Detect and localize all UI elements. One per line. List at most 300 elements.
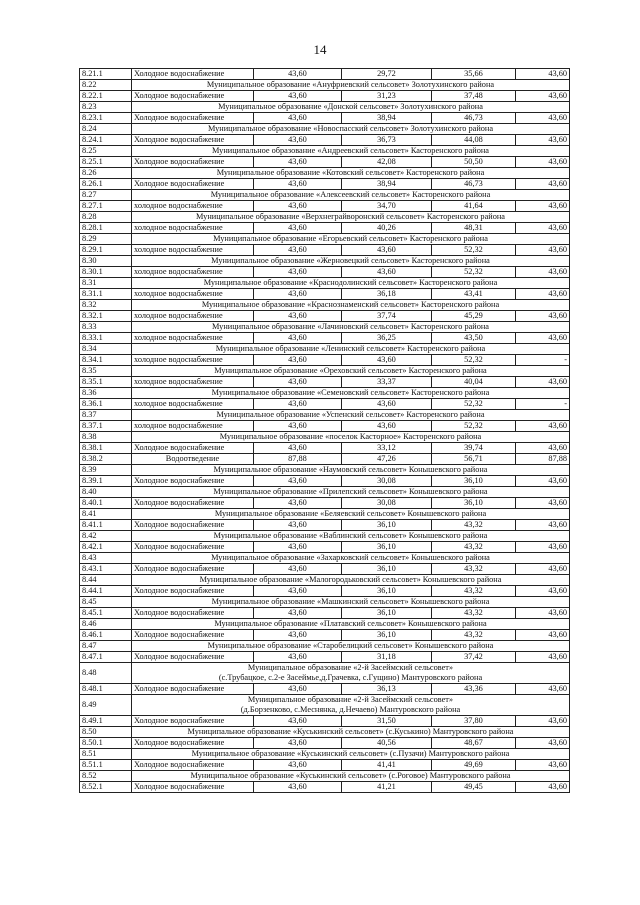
tariff-value-3: 46,73 bbox=[432, 179, 516, 190]
row-number: 8.28 bbox=[80, 212, 132, 223]
municipality-name: Муниципальное образование «Ваблинский сельсовет» Конышевского района bbox=[132, 531, 570, 542]
row-number: 8.45.1 bbox=[80, 608, 132, 619]
tariff-row bbox=[80, 223, 570, 234]
service-name: Холодное водоснабжение bbox=[132, 91, 254, 102]
tariff-row bbox=[80, 652, 570, 663]
tariff-row bbox=[80, 520, 570, 531]
service-name: Холодное водоснабжение bbox=[132, 608, 254, 619]
tariff-row bbox=[80, 245, 570, 256]
row-number: 8.27 bbox=[80, 190, 132, 201]
municipality-name-line: (с.Трубацкое, с.2-е Засеймье,д.Грачевка, с.Гущино) Мантуровского района bbox=[218, 673, 483, 682]
municipality-header-row bbox=[80, 256, 570, 267]
row-number: 8.31.1 bbox=[80, 289, 132, 300]
tariff-value-2: 36,10 bbox=[342, 608, 432, 619]
tariff-value-1: 43,60 bbox=[254, 69, 342, 80]
tariff-value-2: 43,60 bbox=[342, 355, 432, 366]
row-number: 8.52 bbox=[80, 771, 132, 782]
row-number: 8.35 bbox=[80, 366, 132, 377]
row-number: 8.40.1 bbox=[80, 498, 132, 509]
municipality-header-row bbox=[80, 575, 570, 586]
municipality-name: Муниципальное образование «Малогородьковский сельсовет» Конышевского района bbox=[132, 575, 570, 586]
tariff-row bbox=[80, 542, 570, 553]
row-number: 8.39 bbox=[80, 465, 132, 476]
tariff-value-3: 48,67 bbox=[432, 738, 516, 749]
row-number: 8.30.1 bbox=[80, 267, 132, 278]
municipality-name-line: Муниципальное образование «2-й Засеймский сельсовет» bbox=[247, 663, 454, 672]
tariff-value-1: 43,60 bbox=[254, 113, 342, 124]
row-number: 8.22.1 bbox=[80, 91, 132, 102]
municipality-header-row bbox=[80, 212, 570, 223]
tariff-value-3: 43,32 bbox=[432, 608, 516, 619]
tariff-value-2: 36,10 bbox=[342, 630, 432, 641]
tariff-value-1: 43,60 bbox=[254, 355, 342, 366]
tariff-value-3: 39,74 bbox=[432, 443, 516, 454]
tariff-row bbox=[80, 113, 570, 124]
row-number: 8.51 bbox=[80, 749, 132, 760]
tariff-row bbox=[80, 608, 570, 619]
tariff-value-1: 43,60 bbox=[254, 498, 342, 509]
tariff-value-4: 43,60 bbox=[516, 113, 570, 124]
row-number: 8.41 bbox=[80, 509, 132, 520]
tariff-row bbox=[80, 377, 570, 388]
row-number: 8.47.1 bbox=[80, 652, 132, 663]
row-number: 8.49.1 bbox=[80, 716, 132, 727]
row-number: 8.48.1 bbox=[80, 684, 132, 695]
row-number: 8.29.1 bbox=[80, 245, 132, 256]
tariff-value-1: 43,60 bbox=[254, 333, 342, 344]
tariff-value-3: 37,80 bbox=[432, 716, 516, 727]
municipality-name: Муниципальное образование «Жерновецкий сельсовет» Касторенского района bbox=[132, 256, 570, 267]
tariff-value-3: 40,04 bbox=[432, 377, 516, 388]
municipality-header-row bbox=[80, 410, 570, 421]
row-number: 8.44 bbox=[80, 575, 132, 586]
municipality-header-row bbox=[80, 663, 570, 684]
tariff-row bbox=[80, 355, 570, 366]
municipality-name: Муниципальное образование «поселок Касторное» Касторенского района bbox=[132, 432, 570, 443]
tariff-value-4: 87,88 bbox=[516, 454, 570, 465]
tariff-value-4: 43,60 bbox=[516, 760, 570, 771]
municipality-header-row bbox=[80, 487, 570, 498]
municipality-name-line: (д.Борзенково, с.Меснянка, д.Нечаево) Мантуровского района bbox=[240, 705, 461, 714]
tariff-value-1: 43,60 bbox=[254, 520, 342, 531]
municipality-name: Муниципальное образование «Донской сельсовет» Золотухинского района bbox=[132, 102, 570, 113]
tariff-value-1: 43,60 bbox=[254, 652, 342, 663]
municipality-name: Муниципальное образование «Беляевский сельсовет» Конышевского района bbox=[132, 509, 570, 520]
municipality-header-row bbox=[80, 300, 570, 311]
row-number: 8.25.1 bbox=[80, 157, 132, 168]
tariff-value-2: 33,12 bbox=[342, 443, 432, 454]
row-number: 8.36.1 bbox=[80, 399, 132, 410]
municipality-header-row bbox=[80, 124, 570, 135]
row-number: 8.33 bbox=[80, 322, 132, 333]
tariff-value-3: 35,66 bbox=[432, 69, 516, 80]
tariff-value-2: 31,50 bbox=[342, 716, 432, 727]
municipality-header-row bbox=[80, 553, 570, 564]
municipality-header-row bbox=[80, 531, 570, 542]
tariff-row bbox=[80, 782, 570, 793]
municipality-header-row bbox=[80, 366, 570, 377]
tariff-value-1: 43,60 bbox=[254, 135, 342, 146]
tariff-value-1: 87,88 bbox=[254, 454, 342, 465]
tariff-value-3: 44,08 bbox=[432, 135, 516, 146]
service-name: холодное водоснабжение bbox=[132, 245, 254, 256]
tariff-table-body bbox=[80, 69, 570, 793]
tariff-row bbox=[80, 684, 570, 695]
municipality-name bbox=[132, 663, 570, 684]
tariff-value-1: 43,60 bbox=[254, 476, 342, 487]
service-name: холодное водоснабжение bbox=[132, 311, 254, 322]
row-number: 8.35.1 bbox=[80, 377, 132, 388]
municipality-name: Муниципальное образование «Прилепский сельсовет» Конышевского района bbox=[132, 487, 570, 498]
tariff-value-3: 36,10 bbox=[432, 476, 516, 487]
municipality-header-row bbox=[80, 509, 570, 520]
row-number: 8.31 bbox=[80, 278, 132, 289]
municipality-name: Муниципальное образование «Ленинский сельсовет» Касторенского района bbox=[132, 344, 570, 355]
tariff-value-4: - bbox=[516, 399, 570, 410]
tariff-value-2: 31,18 bbox=[342, 652, 432, 663]
tariff-value-1: 43,60 bbox=[254, 421, 342, 432]
municipality-header-row bbox=[80, 190, 570, 201]
service-name: Холодное водоснабжение bbox=[132, 760, 254, 771]
tariff-value-3: 43,32 bbox=[432, 520, 516, 531]
tariff-value-4: 43,60 bbox=[516, 69, 570, 80]
municipality-name: Муниципальное образование «Куськинский сельсовет» (с.Куськино) Мантуровского района bbox=[132, 727, 570, 738]
row-number: 8.48 bbox=[80, 663, 132, 684]
tariff-value-4: 43,60 bbox=[516, 245, 570, 256]
tariff-row bbox=[80, 69, 570, 80]
tariff-value-1: 43,60 bbox=[254, 201, 342, 212]
tariff-value-3: 52,32 bbox=[432, 355, 516, 366]
tariff-value-4: 43,60 bbox=[516, 716, 570, 727]
municipality-name: Муниципальное образование «Машкинский сельсовет» Конышевского района bbox=[132, 597, 570, 608]
row-number: 8.46 bbox=[80, 619, 132, 630]
service-name: Холодное водоснабжение bbox=[132, 113, 254, 124]
service-name: холодное водоснабжение bbox=[132, 289, 254, 300]
municipality-header-row bbox=[80, 278, 570, 289]
tariff-value-2: 43,60 bbox=[342, 399, 432, 410]
service-name: Холодное водоснабжение bbox=[132, 520, 254, 531]
tariff-value-4: 43,60 bbox=[516, 179, 570, 190]
row-number: 8.28.1 bbox=[80, 223, 132, 234]
row-number: 8.50.1 bbox=[80, 738, 132, 749]
tariff-value-3: 49,69 bbox=[432, 760, 516, 771]
tariff-row bbox=[80, 476, 570, 487]
tariff-value-1: 43,60 bbox=[254, 542, 342, 553]
tariff-value-4: 43,60 bbox=[516, 267, 570, 278]
row-number: 8.40 bbox=[80, 487, 132, 498]
tariff-value-4: 43,60 bbox=[516, 311, 570, 322]
tariff-value-4: 43,60 bbox=[516, 476, 570, 487]
tariff-value-4: 43,60 bbox=[516, 564, 570, 575]
service-name: Водоотведение bbox=[132, 454, 254, 465]
tariff-value-1: 43,60 bbox=[254, 564, 342, 575]
tariff-value-3: 50,50 bbox=[432, 157, 516, 168]
row-number: 8.49 bbox=[80, 695, 132, 716]
tariff-value-2: 36,10 bbox=[342, 586, 432, 597]
municipality-header-row bbox=[80, 597, 570, 608]
tariff-value-2: 34,70 bbox=[342, 201, 432, 212]
tariff-value-2: 31,23 bbox=[342, 91, 432, 102]
tariff-value-2: 36,13 bbox=[342, 684, 432, 695]
tariff-row bbox=[80, 135, 570, 146]
service-name: Холодное водоснабжение bbox=[132, 716, 254, 727]
tariff-value-3: 52,32 bbox=[432, 421, 516, 432]
service-name: Холодное водоснабжение bbox=[132, 135, 254, 146]
row-number: 8.25 bbox=[80, 146, 132, 157]
municipality-header-row bbox=[80, 641, 570, 652]
service-name: холодное водоснабжение bbox=[132, 399, 254, 410]
municipality-header-row bbox=[80, 146, 570, 157]
row-number: 8.32.1 bbox=[80, 311, 132, 322]
municipality-header-row bbox=[80, 388, 570, 399]
municipality-name: Муниципальное образование «Захарковский сельсовет» Конышевского района bbox=[132, 553, 570, 564]
tariff-row bbox=[80, 564, 570, 575]
tariff-value-2: 43,60 bbox=[342, 245, 432, 256]
row-number: 8.34.1 bbox=[80, 355, 132, 366]
tariff-value-3: 52,32 bbox=[432, 399, 516, 410]
municipality-name: Муниципальное образование «Семеновский сельсовет» Касторенского района bbox=[132, 388, 570, 399]
tariff-value-4: 43,60 bbox=[516, 333, 570, 344]
service-name: холодное водоснабжение bbox=[132, 201, 254, 212]
tariff-value-2: 33,37 bbox=[342, 377, 432, 388]
tariff-value-1: 43,60 bbox=[254, 311, 342, 322]
service-name: Холодное водоснабжение bbox=[132, 443, 254, 454]
tariff-row bbox=[80, 333, 570, 344]
page-number: 14 bbox=[313, 42, 327, 57]
tariff-value-4: 43,60 bbox=[516, 377, 570, 388]
tariff-value-2: 30,08 bbox=[342, 498, 432, 509]
service-name: холодное водоснабжение bbox=[132, 377, 254, 388]
tariff-value-4: 43,60 bbox=[516, 443, 570, 454]
municipality-name: Муниципальное образование «Верхнеграйворонский сельсовет» Касторенского района bbox=[132, 212, 570, 223]
tariff-row bbox=[80, 586, 570, 597]
row-number: 8.45 bbox=[80, 597, 132, 608]
tariff-value-1: 43,60 bbox=[254, 377, 342, 388]
row-number: 8.52.1 bbox=[80, 782, 132, 793]
row-number: 8.23 bbox=[80, 102, 132, 113]
municipality-name bbox=[132, 695, 570, 716]
service-name: Холодное водоснабжение bbox=[132, 542, 254, 553]
tariff-value-1: 43,60 bbox=[254, 630, 342, 641]
municipality-name: Муниципальное образование «Ануфриевский сельсовет» Золотухинского района bbox=[132, 80, 570, 91]
tariff-value-2: 43,60 bbox=[342, 267, 432, 278]
tariff-value-4: 43,60 bbox=[516, 608, 570, 619]
tariff-value-4: 43,60 bbox=[516, 289, 570, 300]
service-name: холодное водоснабжение bbox=[132, 333, 254, 344]
municipality-header-row bbox=[80, 695, 570, 716]
tariff-value-1: 43,60 bbox=[254, 289, 342, 300]
tariff-value-3: 43,36 bbox=[432, 684, 516, 695]
row-number: 8.21.1 bbox=[80, 69, 132, 80]
tariff-value-4: 43,60 bbox=[516, 652, 570, 663]
municipality-header-row bbox=[80, 234, 570, 245]
row-number: 8.27.1 bbox=[80, 201, 132, 212]
tariff-value-2: 36,10 bbox=[342, 564, 432, 575]
municipality-name: Муниципальное образование «Старобелицкий сельсовет» Конышевского района bbox=[132, 641, 570, 652]
municipality-name: Муниципальное образование «Ореховский сельсовет» Касторенского района bbox=[132, 366, 570, 377]
municipality-header-row bbox=[80, 344, 570, 355]
tariff-value-4: - bbox=[516, 355, 570, 366]
tariff-value-3: 52,32 bbox=[432, 267, 516, 278]
municipality-name: Муниципальное образование «Куськинский сельсовет» (с.Пузачи) Мантуровского района bbox=[132, 749, 570, 760]
service-name: Холодное водоснабжение bbox=[132, 630, 254, 641]
tariff-row bbox=[80, 630, 570, 641]
tariff-value-4: 43,60 bbox=[516, 684, 570, 695]
tariff-value-1: 43,60 bbox=[254, 245, 342, 256]
tariff-value-2: 40,56 bbox=[342, 738, 432, 749]
tariff-value-3: 43,50 bbox=[432, 333, 516, 344]
row-number: 8.39.1 bbox=[80, 476, 132, 487]
row-number: 8.38.1 bbox=[80, 443, 132, 454]
service-name: Холодное водоснабжение bbox=[132, 782, 254, 793]
tariff-row bbox=[80, 91, 570, 102]
service-name: Холодное водоснабжение bbox=[132, 157, 254, 168]
row-number: 8.47 bbox=[80, 641, 132, 652]
tariff-value-4: 43,60 bbox=[516, 135, 570, 146]
tariff-row bbox=[80, 760, 570, 771]
tariff-value-1: 43,60 bbox=[254, 586, 342, 597]
municipality-header-row bbox=[80, 727, 570, 738]
municipality-name: Муниципальное образование «Успенский сельсовет» Касторенского района bbox=[132, 410, 570, 421]
tariff-value-3: 43,32 bbox=[432, 564, 516, 575]
tariff-value-4: 43,60 bbox=[516, 201, 570, 212]
municipality-name: Муниципальное образование «Андреевский сельсовет» Касторенского района bbox=[132, 146, 570, 157]
tariff-value-1: 43,60 bbox=[254, 716, 342, 727]
service-name: Холодное водоснабжение bbox=[132, 498, 254, 509]
tariff-value-2: 36,18 bbox=[342, 289, 432, 300]
municipality-header-row bbox=[80, 771, 570, 782]
service-name: холодное водоснабжение bbox=[132, 421, 254, 432]
municipality-name: Муниципальное образование «Алексеевский сельсовет» Касторенского района bbox=[132, 190, 570, 201]
row-number: 8.29 bbox=[80, 234, 132, 245]
tariff-value-3: 41,64 bbox=[432, 201, 516, 212]
row-number: 8.38.2 bbox=[80, 454, 132, 465]
row-number: 8.33.1 bbox=[80, 333, 132, 344]
tariff-row bbox=[80, 289, 570, 300]
tariff-value-2: 38,94 bbox=[342, 113, 432, 124]
tariff-value-3: 43,32 bbox=[432, 586, 516, 597]
municipality-name: Муниципальное образование «Краснознаменский сельсовет» Касторенского района bbox=[132, 300, 570, 311]
tariff-value-1: 43,60 bbox=[254, 179, 342, 190]
tariff-value-4: 43,60 bbox=[516, 586, 570, 597]
tariff-value-4: 43,60 bbox=[516, 520, 570, 531]
tariff-value-2: 38,94 bbox=[342, 179, 432, 190]
municipality-header-row bbox=[80, 168, 570, 179]
tariff-value-2: 30,08 bbox=[342, 476, 432, 487]
service-name: Холодное водоснабжение bbox=[132, 586, 254, 597]
tariff-value-2: 47,26 bbox=[342, 454, 432, 465]
municipality-name: Муниципальное образование «Краснодолинский сельсовет» Касторенского района bbox=[132, 278, 570, 289]
row-number: 8.30 bbox=[80, 256, 132, 267]
row-number: 8.38 bbox=[80, 432, 132, 443]
municipality-header-row bbox=[80, 102, 570, 113]
tariff-value-3: 52,32 bbox=[432, 245, 516, 256]
row-number: 8.50 bbox=[80, 727, 132, 738]
tariff-value-2: 42,08 bbox=[342, 157, 432, 168]
tariff-row bbox=[80, 311, 570, 322]
municipality-name: Муниципальное образование «Котовский сельсовет» Касторенского района bbox=[132, 168, 570, 179]
municipality-header-row bbox=[80, 432, 570, 443]
municipality-name: Муниципальное образование «Егорьевский сельсовет» Касторенского района bbox=[132, 234, 570, 245]
row-number: 8.32 bbox=[80, 300, 132, 311]
municipality-header-row bbox=[80, 619, 570, 630]
tariff-value-2: 36,10 bbox=[342, 520, 432, 531]
tariff-value-3: 49,45 bbox=[432, 782, 516, 793]
tariff-value-2: 41,41 bbox=[342, 760, 432, 771]
tariff-row bbox=[80, 443, 570, 454]
tariff-row bbox=[80, 267, 570, 278]
tariff-value-3: 45,29 bbox=[432, 311, 516, 322]
tariff-row bbox=[80, 738, 570, 749]
row-number: 8.41.1 bbox=[80, 520, 132, 531]
tariff-value-2: 36,10 bbox=[342, 542, 432, 553]
tariff-value-3: 48,31 bbox=[432, 223, 516, 234]
tariff-value-2: 29,72 bbox=[342, 69, 432, 80]
tariff-value-4: 43,60 bbox=[516, 542, 570, 553]
municipality-header-row bbox=[80, 322, 570, 333]
row-number: 8.22 bbox=[80, 80, 132, 91]
tariff-table bbox=[79, 68, 570, 793]
row-number: 8.42 bbox=[80, 531, 132, 542]
service-name: Холодное водоснабжение bbox=[132, 652, 254, 663]
row-number: 8.43 bbox=[80, 553, 132, 564]
row-number: 8.37.1 bbox=[80, 421, 132, 432]
tariff-row bbox=[80, 716, 570, 727]
tariff-value-3: 36,10 bbox=[432, 498, 516, 509]
tariff-row bbox=[80, 157, 570, 168]
tariff-value-1: 43,60 bbox=[254, 223, 342, 234]
tariff-value-4: 43,60 bbox=[516, 738, 570, 749]
municipality-header-row bbox=[80, 749, 570, 760]
tariff-value-4: 43,60 bbox=[516, 91, 570, 102]
tariff-value-2: 37,74 bbox=[342, 311, 432, 322]
service-name: Холодное водоснабжение bbox=[132, 564, 254, 575]
row-number: 8.36 bbox=[80, 388, 132, 399]
tariff-value-4: 43,60 bbox=[516, 498, 570, 509]
tariff-value-3: 37,48 bbox=[432, 91, 516, 102]
row-number: 8.46.1 bbox=[80, 630, 132, 641]
municipality-name: Муниципальное образование «Наумовский сельсовет» Конышевского района bbox=[132, 465, 570, 476]
tariff-value-2: 36,73 bbox=[342, 135, 432, 146]
tariff-value-3: 37,42 bbox=[432, 652, 516, 663]
row-number: 8.37 bbox=[80, 410, 132, 421]
tariff-value-1: 43,60 bbox=[254, 738, 342, 749]
row-number: 8.26.1 bbox=[80, 179, 132, 190]
service-name: Холодное водоснабжение bbox=[132, 738, 254, 749]
row-number: 8.34 bbox=[80, 344, 132, 355]
tariff-value-1: 43,60 bbox=[254, 267, 342, 278]
row-number: 8.24 bbox=[80, 124, 132, 135]
tariff-value-1: 43,60 bbox=[254, 782, 342, 793]
row-number: 8.44.1 bbox=[80, 586, 132, 597]
tariff-value-3: 46,73 bbox=[432, 113, 516, 124]
service-name: Холодное водоснабжение bbox=[132, 684, 254, 695]
tariff-value-4: 43,60 bbox=[516, 157, 570, 168]
row-number: 8.26 bbox=[80, 168, 132, 179]
tariff-value-1: 43,60 bbox=[254, 684, 342, 695]
row-number: 8.43.1 bbox=[80, 564, 132, 575]
tariff-row bbox=[80, 399, 570, 410]
service-name: холодное водоснабжение bbox=[132, 355, 254, 366]
tariff-row bbox=[80, 179, 570, 190]
municipality-name: Муниципальное образование «Лачиновский сельсовет» Касторенского района bbox=[132, 322, 570, 333]
row-number: 8.51.1 bbox=[80, 760, 132, 771]
municipality-header-row bbox=[80, 465, 570, 476]
tariff-value-3: 43,41 bbox=[432, 289, 516, 300]
tariff-value-1: 43,60 bbox=[254, 608, 342, 619]
tariff-value-2: 36,25 bbox=[342, 333, 432, 344]
row-number: 8.24.1 bbox=[80, 135, 132, 146]
